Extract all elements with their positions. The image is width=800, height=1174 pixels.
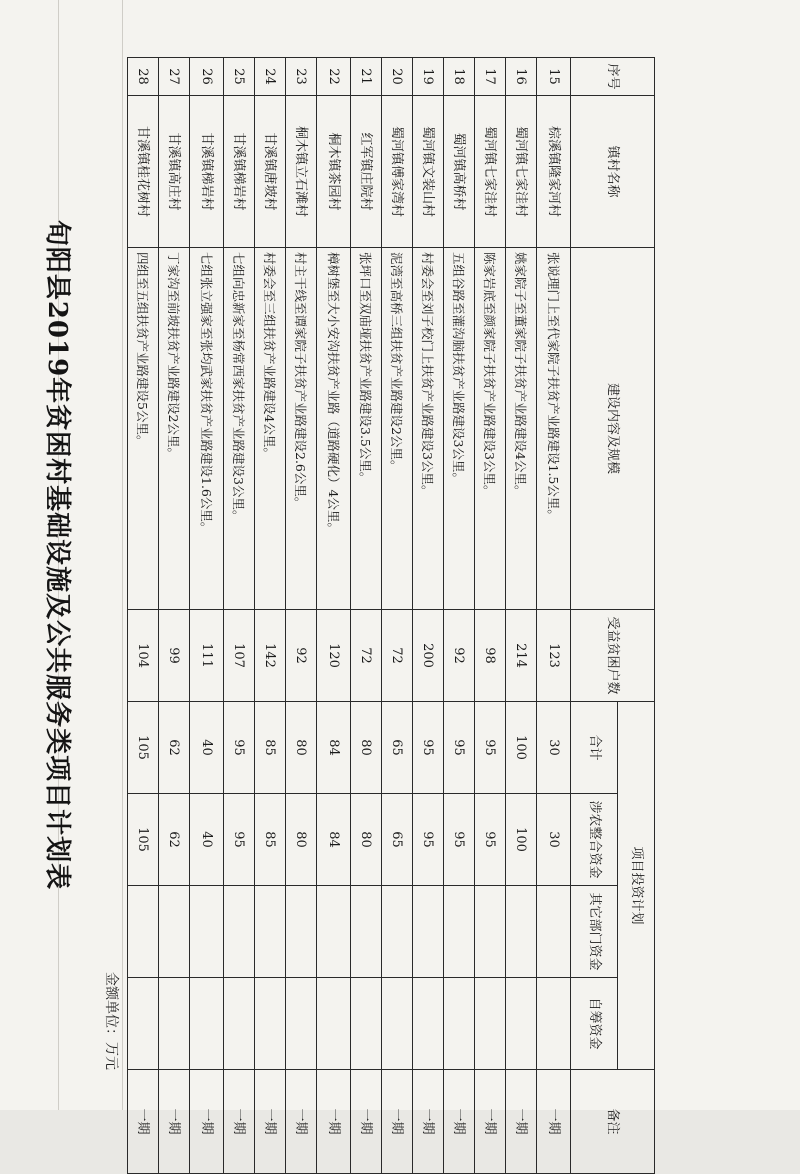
table-row xyxy=(506,58,537,1174)
table-header-row xyxy=(618,58,655,1174)
cell-town-village: 蜀河镇文装山村 xyxy=(413,96,444,248)
cell-town-village: 甘溪镇高庄村 xyxy=(159,96,190,248)
cell-self-funds xyxy=(286,978,317,1070)
cell-total: 80 xyxy=(286,702,317,794)
cell-households: 214 xyxy=(506,610,537,702)
cell-content: 丁家沟至前坡扶贫产业路建设2公里。 xyxy=(159,248,190,610)
cell-households: 142 xyxy=(255,610,286,702)
cell-remark: 一期 xyxy=(382,1070,413,1174)
cell-town-village: 甘溪镇梯岩村 xyxy=(224,96,255,248)
header-other-funds: 其它部门资金 xyxy=(571,886,618,978)
cell-seq: 15 xyxy=(537,58,571,96)
cell-remark: 一期 xyxy=(224,1070,255,1174)
cell-remark: 一期 xyxy=(128,1070,159,1174)
cell-seq: 17 xyxy=(475,58,506,96)
cell-seq: 19 xyxy=(413,58,444,96)
cell-self-funds xyxy=(224,978,255,1070)
cell-remark: 一期 xyxy=(444,1070,475,1174)
cell-seq: 23 xyxy=(286,58,317,96)
cell-total: 62 xyxy=(159,702,190,794)
cell-town-village: 甘溪镇唐坡村 xyxy=(255,96,286,248)
cell-seq: 25 xyxy=(224,58,255,96)
header-town-village: 镇村名称 xyxy=(571,96,655,248)
cell-self-funds xyxy=(128,978,159,1070)
cell-other-funds xyxy=(475,886,506,978)
table-row xyxy=(382,58,413,1174)
cell-self-funds xyxy=(506,978,537,1070)
cell-seq: 27 xyxy=(159,58,190,96)
cell-total: 95 xyxy=(444,702,475,794)
cell-other-funds xyxy=(128,886,159,978)
cell-other-funds xyxy=(286,886,317,978)
cell-other-funds xyxy=(224,886,255,978)
cell-agri-funds: 95 xyxy=(475,794,506,886)
table-row xyxy=(128,58,159,1174)
cell-agri-funds: 65 xyxy=(382,794,413,886)
table-row xyxy=(317,58,351,1174)
cell-households: 72 xyxy=(382,610,413,702)
table-row xyxy=(224,58,255,1174)
cell-agri-funds: 80 xyxy=(351,794,382,886)
header-agri-funds: 涉农整合资金 xyxy=(571,794,618,886)
cell-town-village: 蜀河镇高桥村 xyxy=(444,96,475,248)
table-row xyxy=(159,58,190,1174)
table-row xyxy=(286,58,317,1174)
cell-households: 72 xyxy=(351,610,382,702)
cell-content: 陈家岩底至颜家院子扶贫产业路建设3公里。 xyxy=(475,248,506,610)
header-content: 建设内容及规模 xyxy=(571,248,655,610)
cell-total: 80 xyxy=(351,702,382,794)
cell-agri-funds: 84 xyxy=(317,794,351,886)
cell-content: 樟树堡至大小安沟扶贫产业路（道路硬化）4公里。 xyxy=(317,248,351,610)
cell-remark: 一期 xyxy=(317,1070,351,1174)
cell-households: 99 xyxy=(159,610,190,702)
table-row xyxy=(537,58,571,1174)
cell-self-funds xyxy=(537,978,571,1070)
cell-town-village: 甘溪镇梯岩村 xyxy=(190,96,224,248)
cell-remark: 一期 xyxy=(190,1070,224,1174)
cell-town-village: 红军镇庄院村 xyxy=(351,96,382,248)
header-self-funds: 自筹资金 xyxy=(571,978,618,1070)
cell-total: 95 xyxy=(413,702,444,794)
table-row xyxy=(444,58,475,1174)
cell-self-funds xyxy=(413,978,444,1070)
cell-other-funds xyxy=(382,886,413,978)
cell-town-village: 棕溪镇隆家河村 xyxy=(537,96,571,248)
cell-other-funds xyxy=(537,886,571,978)
cell-town-village: 蜀河镇傅家湾村 xyxy=(382,96,413,248)
cell-self-funds xyxy=(159,978,190,1070)
cell-total: 84 xyxy=(317,702,351,794)
cell-content: 四组至五组扶贫产业路建设5公里。 xyxy=(128,248,159,610)
cell-content: 村主干线至谭家院子扶贫产业路建设2.6公里。 xyxy=(286,248,317,610)
cell-other-funds xyxy=(444,886,475,978)
cell-remark: 一期 xyxy=(537,1070,571,1174)
table-row xyxy=(475,58,506,1174)
cell-content: 七组向忠新家至杨常西家扶贫产业路建设3公里。 xyxy=(224,248,255,610)
cell-other-funds xyxy=(317,886,351,978)
table-row xyxy=(255,58,286,1174)
amount-unit-label: 金额单位：万元 xyxy=(103,972,119,1070)
cell-remark: 一期 xyxy=(159,1070,190,1174)
header-investment-plan: 项目投资计划 xyxy=(618,702,655,1070)
cell-agri-funds: 62 xyxy=(159,794,190,886)
cell-self-funds xyxy=(351,978,382,1070)
cell-total: 95 xyxy=(224,702,255,794)
cell-seq: 26 xyxy=(190,58,224,96)
cell-seq: 24 xyxy=(255,58,286,96)
cell-remark: 一期 xyxy=(286,1070,317,1174)
cell-remark: 一期 xyxy=(255,1070,286,1174)
cell-other-funds xyxy=(413,886,444,978)
cell-agri-funds: 85 xyxy=(255,794,286,886)
cell-total: 40 xyxy=(190,702,224,794)
cell-content: 五组谷路至灌沟脑扶贫产业路建设3公里。 xyxy=(444,248,475,610)
cell-agri-funds: 100 xyxy=(506,794,537,886)
cell-content: 姚家院子至董家院子扶贫产业路建设4公里。 xyxy=(506,248,537,610)
cell-town-village: 桐木镇立石滩村 xyxy=(286,96,317,248)
cell-other-funds xyxy=(351,886,382,978)
cell-self-funds xyxy=(255,978,286,1070)
cell-self-funds xyxy=(317,978,351,1070)
cell-households: 120 xyxy=(317,610,351,702)
cell-other-funds xyxy=(506,886,537,978)
cell-total: 95 xyxy=(475,702,506,794)
cell-total: 65 xyxy=(382,702,413,794)
cell-content: 张说理门上至代家院子扶贫产业路建设1.5公里。 xyxy=(537,248,571,610)
cell-content: 泥湾至高桥三组扶贫产业路建设2公里。 xyxy=(382,248,413,610)
table-row xyxy=(413,58,444,1174)
cell-households: 107 xyxy=(224,610,255,702)
cell-seq: 18 xyxy=(444,58,475,96)
cell-seq: 28 xyxy=(128,58,159,96)
cell-agri-funds: 30 xyxy=(537,794,571,886)
cell-remark: 一期 xyxy=(413,1070,444,1174)
project-plan-table xyxy=(127,57,655,1174)
document-title: 旬阳县2019年贫困村基础设施及公共服务类项目计划表 xyxy=(42,219,72,891)
cell-agri-funds: 80 xyxy=(286,794,317,886)
cell-remark: 一期 xyxy=(506,1070,537,1174)
cell-households: 104 xyxy=(128,610,159,702)
cell-seq: 21 xyxy=(351,58,382,96)
cell-content: 村委会至三组扶贫产业路建设4公里。 xyxy=(255,248,286,610)
cell-total: 30 xyxy=(537,702,571,794)
cell-agri-funds: 95 xyxy=(413,794,444,886)
cell-other-funds xyxy=(190,886,224,978)
header-households: 受益贫困户数 xyxy=(571,610,655,702)
cell-self-funds xyxy=(475,978,506,1070)
cell-households: 92 xyxy=(286,610,317,702)
cell-seq: 16 xyxy=(506,58,537,96)
table-row xyxy=(190,58,224,1174)
cell-total: 105 xyxy=(128,702,159,794)
cell-households: 200 xyxy=(413,610,444,702)
header-remark: 备注 xyxy=(571,1070,655,1174)
cell-other-funds xyxy=(255,886,286,978)
cell-content: 七组张立强家至张均武家扶贫产业路建设1.6公里。 xyxy=(190,248,224,610)
cell-other-funds xyxy=(159,886,190,978)
cell-town-village: 蜀河镇七家洼村 xyxy=(506,96,537,248)
cell-town-village: 蜀河镇七家洼村 xyxy=(475,96,506,248)
cell-agri-funds: 105 xyxy=(128,794,159,886)
cell-households: 98 xyxy=(475,610,506,702)
cell-town-village: 桐木镇茶园村 xyxy=(317,96,351,248)
table-row xyxy=(351,58,382,1174)
header-seq: 序号 xyxy=(571,58,655,96)
cell-households: 123 xyxy=(537,610,571,702)
cell-seq: 20 xyxy=(382,58,413,96)
cell-remark: 一期 xyxy=(351,1070,382,1174)
header-total: 合计 xyxy=(571,702,618,794)
cell-town-village: 甘溪镇桂花树村 xyxy=(128,96,159,248)
cell-total: 100 xyxy=(506,702,537,794)
cell-agri-funds: 95 xyxy=(224,794,255,886)
cell-self-funds xyxy=(190,978,224,1070)
cell-remark: 一期 xyxy=(475,1070,506,1174)
cell-agri-funds: 40 xyxy=(190,794,224,886)
cell-content: 张坪口至双庙垭扶贫产业路建设3.5公里。 xyxy=(351,248,382,610)
cell-self-funds xyxy=(382,978,413,1070)
cell-seq: 22 xyxy=(317,58,351,96)
cell-households: 92 xyxy=(444,610,475,702)
cell-households: 111 xyxy=(190,610,224,702)
cell-content: 村委会至刘子校门上扶贫产业路建设3公里。 xyxy=(413,248,444,610)
cell-total: 85 xyxy=(255,702,286,794)
cell-self-funds xyxy=(444,978,475,1070)
cell-agri-funds: 95 xyxy=(444,794,475,886)
